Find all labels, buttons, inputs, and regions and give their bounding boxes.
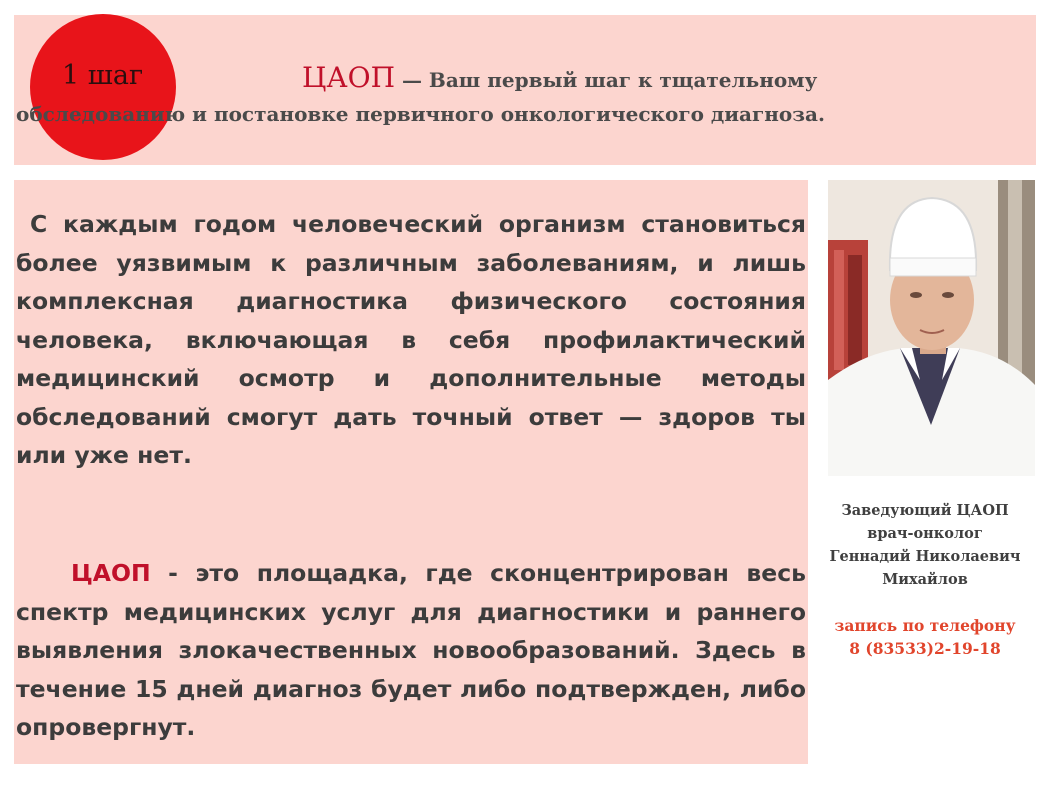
paragraph-caop-text: - это площадка, где сконцентрирован весь спектр медицинских услуг для диагностики и раннего выявления злокачественных новообразований. Здесь в течение 15 дней диагноз будет либо подтвержден, либо опровергнут. [16, 559, 806, 741]
headline-line-1 [302, 61, 817, 94]
step-label: 1 шаг [62, 60, 144, 91]
doctor-photo [828, 180, 1035, 476]
contact-block [820, 614, 1030, 660]
contact-label: запись по телефону [834, 616, 1016, 635]
doctor-caption [820, 499, 1030, 591]
doctor-portrait-image [828, 180, 1035, 476]
paragraph-caop [16, 554, 806, 747]
brand-acronym: ЦАОП [302, 61, 395, 94]
caption-first-name: Геннадий Николаевич [829, 548, 1021, 565]
headline-text-1: — Ваш первый шаг к тщательному [395, 68, 818, 92]
contact-phone[interactable]: 8 (83533)2-19-18 [849, 639, 1001, 658]
caption-specialty: врач-онколог [867, 525, 983, 542]
headline-line-2: обследованию и постановке первичного онкологического диагноза. [16, 102, 825, 126]
paragraph-brand: ЦАОП [71, 559, 151, 587]
paragraph-intro: С каждым годом человеческий организм становиться более уязвимым к различным заболеваниям, и лишь комплексная диагностика физического состояния человека, включающая в себя профилактический медицинский осмотр и дополнительные методы обследований смогут дать точный ответ — здоров ты или уже нет. [16, 210, 806, 469]
caption-position: Заведующий ЦАОП [841, 502, 1009, 519]
caption-last-name: Михайлов [882, 571, 968, 588]
